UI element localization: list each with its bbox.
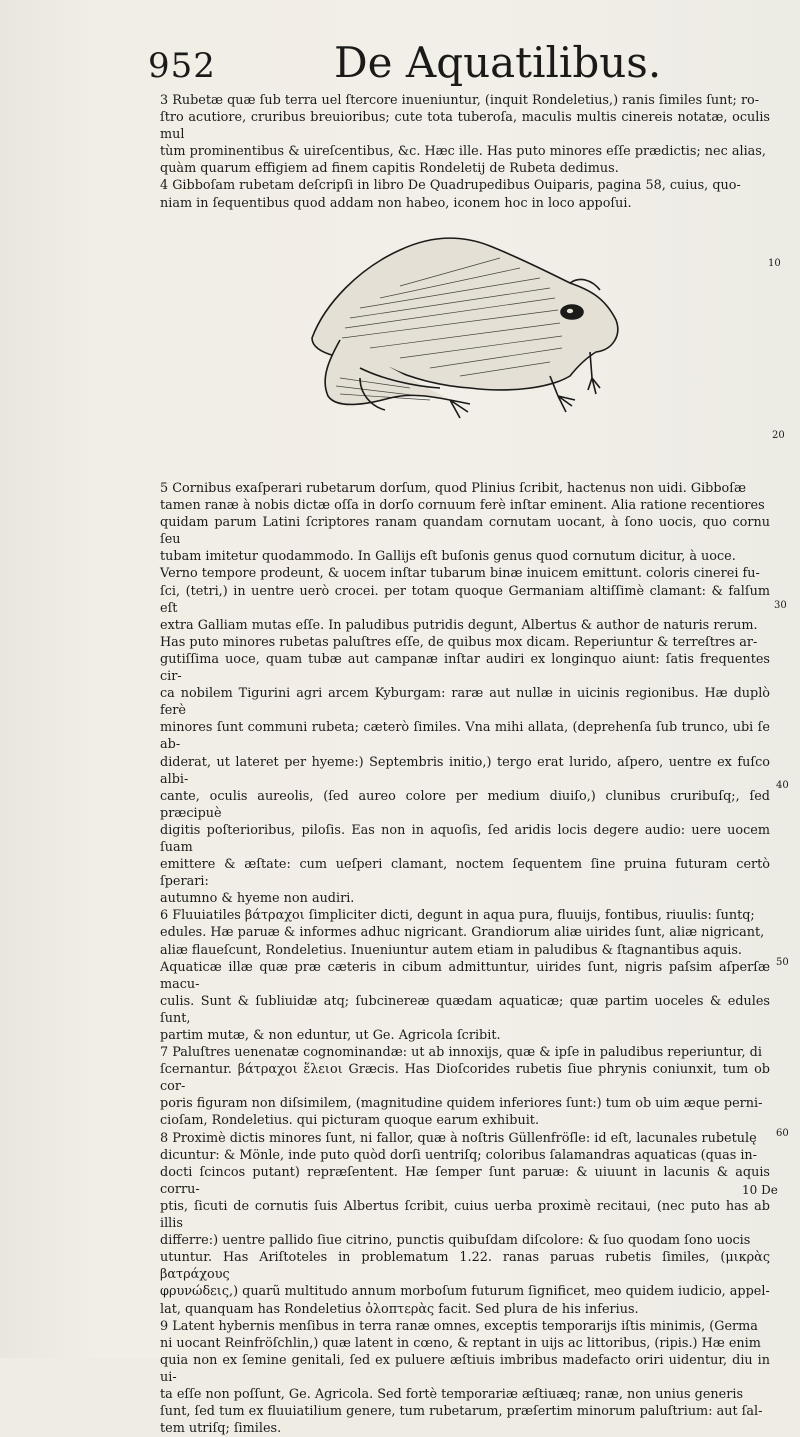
text-line: 5 Cornibus exaſperari rubetarum dorſum, quod Plinius ſcribit, hactenus non uidi. Gibboſæ bbox=[160, 481, 747, 496]
text-line: cante, oculis aureolis, (ſed aureo colore per medium diuiſo,) clunibus cruribuſq;, ſed præcipuè bbox=[160, 788, 770, 821]
text-line: cioſam, Rondeletius. qui picturam quoque earum exhibuit. bbox=[160, 1113, 540, 1129]
text-line: ſcernantur. βάτραχοι ἕλειοι Græcis. Has Dioſcorides rubetis ſiue phrynis coniunxit, tum ob cor- bbox=[160, 1062, 770, 1095]
catchword: 10 De bbox=[742, 1183, 778, 1197]
text-line: dicuntur: & Mönle, inde puto quòd dorſi uentriſq; coloribus ſalamandras aquaticas (quas in- bbox=[160, 1147, 757, 1163]
text-line: tubam imitetur quodammodo. In Gallijs eſt buſonis genus quod cornutum dicitur, à uoce. bbox=[160, 549, 736, 565]
text-line: diderat, ut lateret per hyeme:) Septembris initio,) tergo erat lurido, aſpero, uentre ex fuſco albi- bbox=[160, 754, 770, 787]
text-line: 8 Proximè dictis minores ſunt, ni fallor, quæ à noſtris Güllenfröſle: id eſt, lacunales rubetulę bbox=[160, 1130, 757, 1146]
text-line: tùm prominentibus & uireſcentibus, &c. Hæc ille. Has puto minores eſſe prædictis; nec alias, bbox=[160, 144, 766, 160]
text-line: φρυνώδεις,) quarũ multitudo annum morboſum futurum ſignificet, meo quidem iudicio, appel- bbox=[160, 1284, 770, 1300]
margin-number: 10 bbox=[768, 258, 781, 269]
text-line: gutiſſima uoce, quam tubæ aut campanæ inſtar audiri ex longinquo aiunt: ſatis frequentes cir- bbox=[160, 651, 770, 685]
text-line: Verno tempore prodeunt, & uocem inſtar tubarum binæ inuicem emittunt. coloris cinerei fu- bbox=[160, 566, 760, 582]
text-line: lat, quanquam has Rondeletius ὀλοπτερὰς facit. Sed plura de his inferius. bbox=[160, 1301, 639, 1317]
text-line: utuntur. Has Ariſtoteles in problematum 1.22. ranas paruas rubetis ſimiles, (μικρὰς βατράχους bbox=[160, 1250, 770, 1283]
text-line: quàm quarum effigiem ad finem capitis Rondeletij de Rubeta dedimus. bbox=[160, 161, 619, 177]
text-line: poris figuram non diſsimilem, (magnitudine quidem inferiores ſunt:) tum ob uim æque perni- bbox=[160, 1096, 763, 1112]
text-line: ni uocant Reinfröſchlin,) quæ latent in cœno, & reptant in uijs ac littoribus, (ripis.) Hæ enim bbox=[160, 1335, 761, 1351]
toad-woodcut-illustration bbox=[300, 228, 630, 428]
text-line: edules. Hæ paruæ & informes adhuc nigricant. Grandiorum aliæ uirides ſunt, aliæ nigricant, bbox=[160, 925, 765, 941]
text-line: minores ſunt communi rubeta; cæterò ſimiles. Vna mihi allata, (deprehenſa ſub trunco, ubi ſe ab- bbox=[160, 720, 770, 753]
text-line: emittere & æſtate: cum ueſperi clamant, noctem ſequentem ſine pruina futuram certò ſperari: bbox=[160, 857, 770, 890]
text-line: Aquaticæ illæ quæ præ cæteris in cibum admittuntur, uirides ſunt, nigris paſsim aſperſæ macu- bbox=[160, 959, 770, 992]
text-line: differre:) uentre pallido ſiue citrino, punctis quibuſdam diſcolore: & ſuo quodam ſono uocis bbox=[160, 1233, 751, 1249]
text-line: 7 Paluſtres uenenatæ cognominandæ: ut ab innoxijs, quæ & ipſe in paludibus reperiuntur, di bbox=[160, 1045, 762, 1061]
text-line: 3 Rubetæ quæ ſub terra uel ſtercore inueniuntur, (inquit Rondeletius,) ranis ſimiles ſunt; ro- bbox=[160, 93, 760, 108]
text-line: quia non ex ſemine genitali, ſed ex puluere æſtiuis imbribus madefacto oriri uidentur, diu in ui- bbox=[160, 1352, 770, 1385]
text-line: ſunt, ſed tum ex fluuiatilium genere, tum rubetarum, præſertim minorum paluſtrium: aut ſal- bbox=[160, 1404, 763, 1420]
top-text bbox=[160, 92, 770, 212]
text-line: tamen ranæ à nobis dictæ oſſa in dorſo cornuum ferè inſtar eminent. Alia ratione recentiores bbox=[160, 498, 765, 514]
body-text bbox=[160, 480, 770, 1437]
text-line: ca nobilem Tigurini agri arcem Kyburgam: raræ aut nullæ in uicinis regionibus. Hæ duplò ferè bbox=[160, 686, 770, 719]
text-line: autumno & hyeme non audiri. bbox=[160, 891, 355, 907]
text-line: culis. Sunt & ſubliuidæ atq; ſubcinereæ quædam aquaticæ; quæ partim uoceles & edules ſunt, bbox=[160, 993, 770, 1026]
text-line: tem utriſq; ſimiles. bbox=[160, 1421, 282, 1437]
text-line: Has puto minores rubetas paluſtres eſſe, de quibus mox dicam. Reperiuntur & terreſtres ar- bbox=[160, 634, 758, 650]
running-title: De Aquatilibus. bbox=[334, 38, 662, 87]
text-line: digitis poſterioribus, piloſis. Eas non in aquoſis, ſed aridis locis degere audio: uere uocem ſuam bbox=[160, 822, 770, 855]
text-line: ta eſſe non poſſunt, Ge. Agricola. Sed fortè temporariæ æſtiuæq; ranæ, non unius generis bbox=[160, 1386, 744, 1402]
text-line: quidam parum Latini ſcriptores ranam quandam cornutam uocant, à ſono uocis, quo cornu ſeu bbox=[160, 515, 770, 548]
text-line: ptis, ſicuti de cornutis ſuis Albertus ſcribit, cuius uerba proximè recitaui, (nec puto has ab illis bbox=[160, 1198, 770, 1232]
text-line: 6 Fluuiatiles βάτραχοι ſimpliciter dicti, degunt in aqua pura, fluuijs, fontibus, riuulis: ſuntq; bbox=[160, 908, 755, 924]
text-line: aliæ flaueſcunt, Rondeletius. Inueniuntur autem etiam in paludibus & ſtagnantibus aquis. bbox=[160, 942, 742, 958]
page-number: 952 bbox=[148, 46, 216, 86]
text-line: niam in ſequentibus quod addam non habeo, iconem hoc in loco appoſui. bbox=[160, 195, 632, 211]
text-line: partim mutæ, & non eduntur, ut Ge. Agricola ſcribit. bbox=[160, 1028, 501, 1043]
margin-number: 20 bbox=[772, 430, 785, 441]
text-line: extra Galliam mutas eſſe. In paludibus putridis degunt, Albertus & author de naturis rerum. bbox=[160, 617, 758, 633]
text-line: 9 Latent hybernis menſibus in terra ranæ omnes, exceptis temporarijs iſtis minimis, (Germa bbox=[160, 1318, 758, 1334]
margin-number: 50 bbox=[776, 957, 789, 968]
margin-number: 40 bbox=[776, 780, 789, 791]
text-line: ſci, (tetri,) in uentre uerò crocei. per totam quoque Germaniam altiſſimè clamant: & falſum eſt bbox=[160, 583, 770, 616]
text-line: docti ſcincos putant) repræſentent. Hæ ſemper ſunt paruæ: & uiuunt in lacunis & aquis corru- bbox=[160, 1164, 770, 1197]
margin-number: 30 bbox=[774, 600, 787, 611]
text-line: 4 Gibboſam rubetam deſcripſi in libro De Quadrupedibus Ouiparis, pagina 58, cuius, quo- bbox=[160, 178, 741, 194]
text-line: ſtro acutiore, cruribus breuioribus; cute tota tuberoſa, maculis multis cinereis notatæ, oculis mul bbox=[160, 110, 770, 143]
margin-number: 60 bbox=[776, 1128, 789, 1139]
